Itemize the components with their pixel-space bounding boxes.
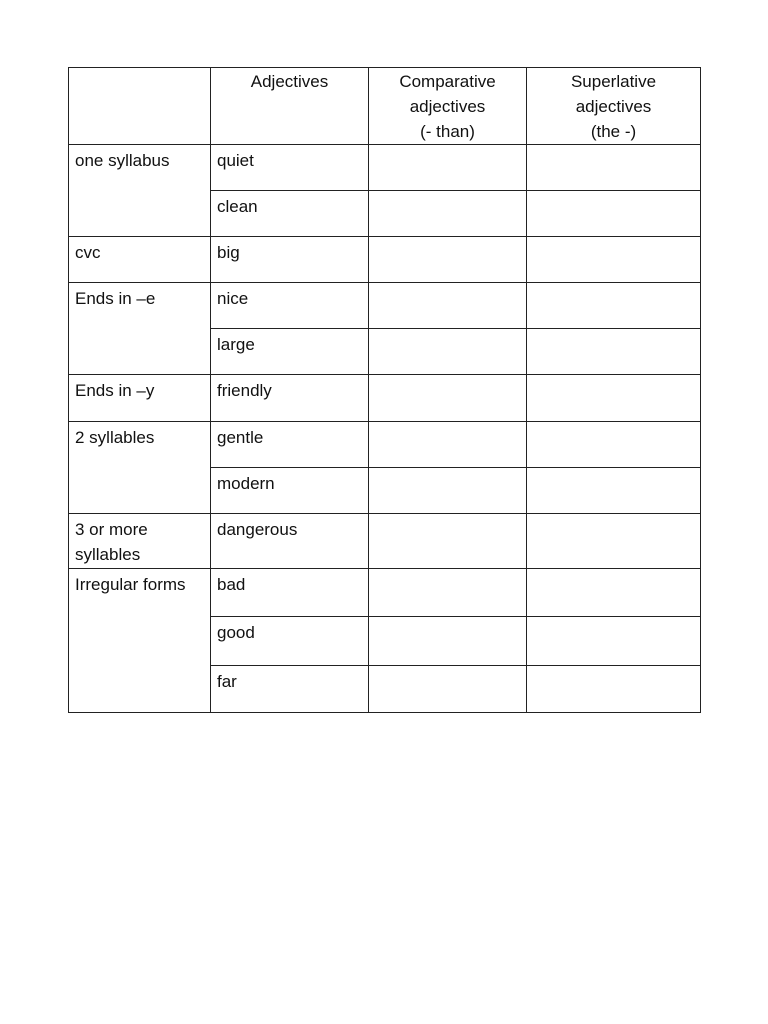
table-row <box>69 514 701 569</box>
category-label: Irregular forms <box>69 569 211 713</box>
header-comparative: Comparative adjectives (- than) <box>369 68 527 145</box>
comparative-answer-cell[interactable] <box>369 191 527 237</box>
header-row <box>69 68 701 145</box>
adjective-cell: big <box>211 237 369 283</box>
superlative-answer-cell[interactable] <box>527 514 701 569</box>
superlative-answer-cell[interactable] <box>527 468 701 514</box>
comparative-answer-cell[interactable] <box>369 237 527 283</box>
table-row <box>69 375 701 422</box>
superlative-answer-cell[interactable] <box>527 375 701 422</box>
adjective-cell: good <box>211 617 369 666</box>
comparative-answer-cell[interactable] <box>369 145 527 191</box>
adjective-cell: nice <box>211 283 369 329</box>
header-blank-cell <box>69 68 211 145</box>
table-row <box>69 283 701 329</box>
comparative-answer-cell[interactable] <box>369 422 527 468</box>
category-label: Ends in –y <box>69 375 211 422</box>
category-label: Ends in –e <box>69 283 211 375</box>
category-label: 2 syllables <box>69 422 211 514</box>
superlative-answer-cell[interactable] <box>527 283 701 329</box>
superlative-answer-cell[interactable] <box>527 617 701 666</box>
superlative-answer-cell[interactable] <box>527 329 701 375</box>
adjective-cell: large <box>211 329 369 375</box>
superlative-answer-cell[interactable] <box>527 422 701 468</box>
comparative-answer-cell[interactable] <box>369 375 527 422</box>
comparative-answer-cell[interactable] <box>369 666 527 713</box>
adjective-cell: friendly <box>211 375 369 422</box>
superlative-answer-cell[interactable] <box>527 145 701 191</box>
superlative-answer-cell[interactable] <box>527 666 701 713</box>
superlative-answer-cell[interactable] <box>527 237 701 283</box>
table-row <box>69 145 701 191</box>
comparative-answer-cell[interactable] <box>369 514 527 569</box>
category-label: 3 or more syllables <box>69 514 211 569</box>
adjective-cell: far <box>211 666 369 713</box>
comparative-answer-cell[interactable] <box>369 329 527 375</box>
comparative-answer-cell[interactable] <box>369 468 527 514</box>
adjective-cell: quiet <box>211 145 369 191</box>
adjective-cell: modern <box>211 468 369 514</box>
adjective-cell: gentle <box>211 422 369 468</box>
adjective-cell: clean <box>211 191 369 237</box>
category-label: one syllabus <box>69 145 211 237</box>
comparative-answer-cell[interactable] <box>369 283 527 329</box>
adjective-cell: dangerous <box>211 514 369 569</box>
header-adjectives: Adjectives <box>211 68 369 145</box>
comparative-answer-cell[interactable] <box>369 569 527 617</box>
comparative-answer-cell[interactable] <box>369 617 527 666</box>
category-label: cvc <box>69 237 211 283</box>
table-row <box>69 237 701 283</box>
adjectives-worksheet-table <box>68 67 701 713</box>
header-superlative: Superlative adjectives (the -) <box>527 68 701 145</box>
adjective-cell: bad <box>211 569 369 617</box>
table-row <box>69 422 701 468</box>
superlative-answer-cell[interactable] <box>527 569 701 617</box>
superlative-answer-cell[interactable] <box>527 191 701 237</box>
table-row <box>69 569 701 617</box>
